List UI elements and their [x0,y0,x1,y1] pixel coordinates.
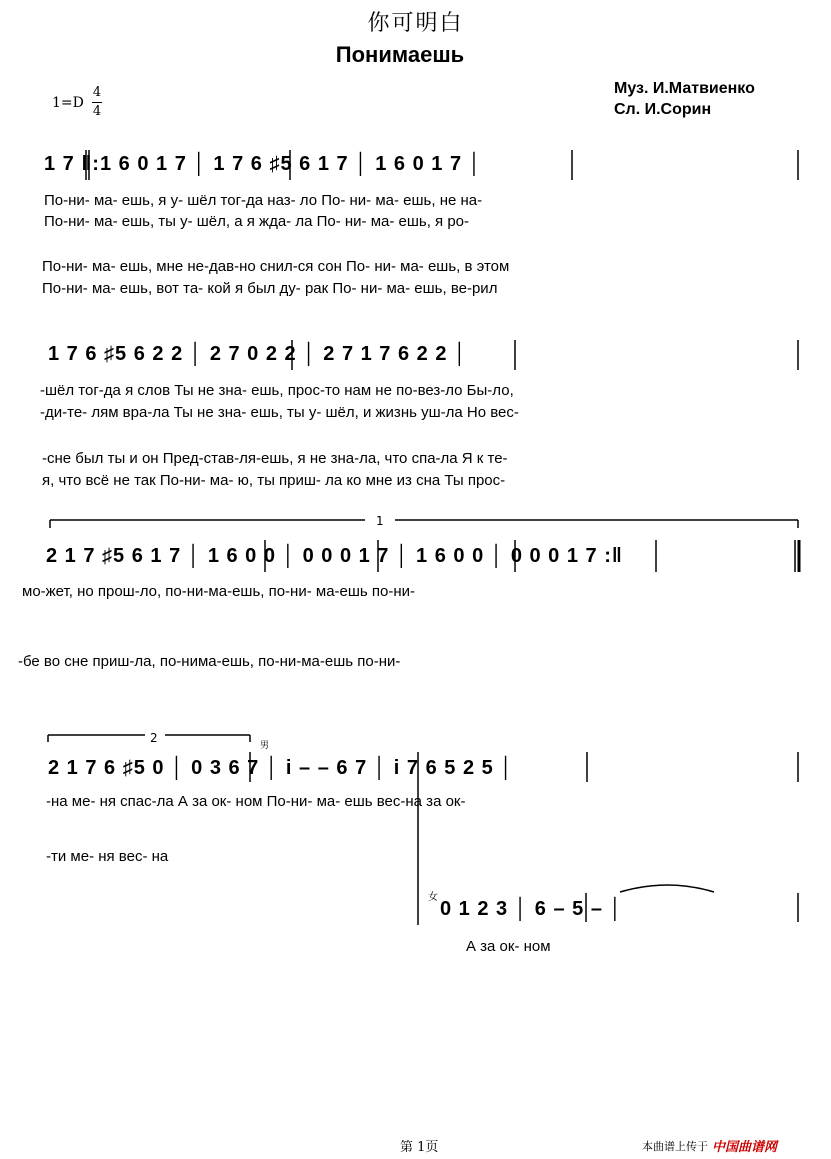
song-title-russian: Понимаешь [335,42,465,67]
male-voice-mark: 男 [260,741,270,751]
time-denominator: 4 [92,104,102,119]
composer-credit: Муз. И.Матвиенко [614,80,755,97]
notation-line-3: 2 1 7 ♯5 6 1 7 │ 1 6 0 0 │ 0 0 0 1 7 │ 1 6 0 0 │ 0 0 0 1 7 :‖ [46,545,623,567]
female-voice-mark: 女 [428,892,438,903]
lyrics-line-3-verse-2: -бе во сне приш-ла, по-нима-ешь, по-ни-ма-ешь по-ни- [18,653,401,670]
key-signature: 1=D [52,95,84,111]
volta-2-label: 2 [150,731,158,745]
notation-line-1: 1 7 ‖:1 6 0 1 7 │ 1 7 6 ♯5 6 1 7 │ 1 6 0 1 7 │ [44,153,483,175]
notation-line-5: 0 1 2 3 │ 6 – 5 – │ [440,898,623,920]
notation-line-2: 1 7 6 ♯5 6 2 2 │ 2 7 0 2 2 │ 2 7 1 7 6 2 2 │ [48,343,468,365]
lyrics-line-2-verse-4: я, что всё не так По-ни- ма- ю, ты приш- ла ко мне из сна Ты прос- [42,472,506,489]
lyrics-line-1-verse-2: По-ни- ма- ешь, ты у- шёл, а я жда- ла По- ни- ма- ешь, я ро- [44,213,470,230]
lyrics-line-2-verse-1: -шёл тог-да я слов Ты не зна- ешь, прос-то нам не по-вез-ло Бы-ло, [40,382,514,399]
page-number: 第 1页 [400,1140,439,1155]
lyrics-line-1-verse-4: По-ни- ма- ешь, вот та- кой я был ду- рак По- ни- ма- ешь, ве-рил [42,280,498,297]
lyrics-line-2-verse-2: -ди-те- лям вра-ла Ты не зна- ешь, ты у- шёл, и жизнь уш-ла Но вес- [40,404,519,421]
slur-tie [620,885,714,892]
lyrics-line-5: А за ок- ном [466,938,551,955]
lyrics-line-2-verse-3: -сне был ты и он Пред-став-ля-ешь, я не зна-ла, что спа-ла Я к те- [42,450,508,467]
source-text: 本曲谱上传于 [642,1139,708,1153]
song-title-chinese: 你可明白 [367,11,464,36]
lyrics-line-1-verse-3: По-ни- ма- ешь, мне не-дав-но снил-ся сон По- ни- ма- ешь, в этом [42,258,510,275]
lyrics-line-4-verse-2: -ти ме- ня вес- на [46,848,169,865]
lyrics-line-3-verse-1: мо-жет, но прош-ло, по-ни-ма-ешь, по-ни- ма-ешь по-ни- [22,583,416,600]
source-credit [642,1136,777,1155]
site-logo: 中国曲谱网 [712,1139,778,1154]
lyricist-credit: Сл. И.Сорин [614,101,712,118]
volta-1-label: 1 [376,514,384,528]
notation-line-4: 2 1 7 6 ♯5 0 │ 0 3 6 7 │ i – – 6 7 │ i 7 6 5 2 5 │ [48,757,514,779]
lyrics-line-4-verse-1: -на ме- ня спас-ла А за ок- ном По-ни- ма- ешь вес-на за ок- [46,793,466,810]
lyrics-line-1-verse-1: По-ни- ма- ешь, я у- шёл тог-да наз- ло По- ни- ма- ешь, не на- [44,192,483,209]
time-numerator: 4 [92,85,102,100]
